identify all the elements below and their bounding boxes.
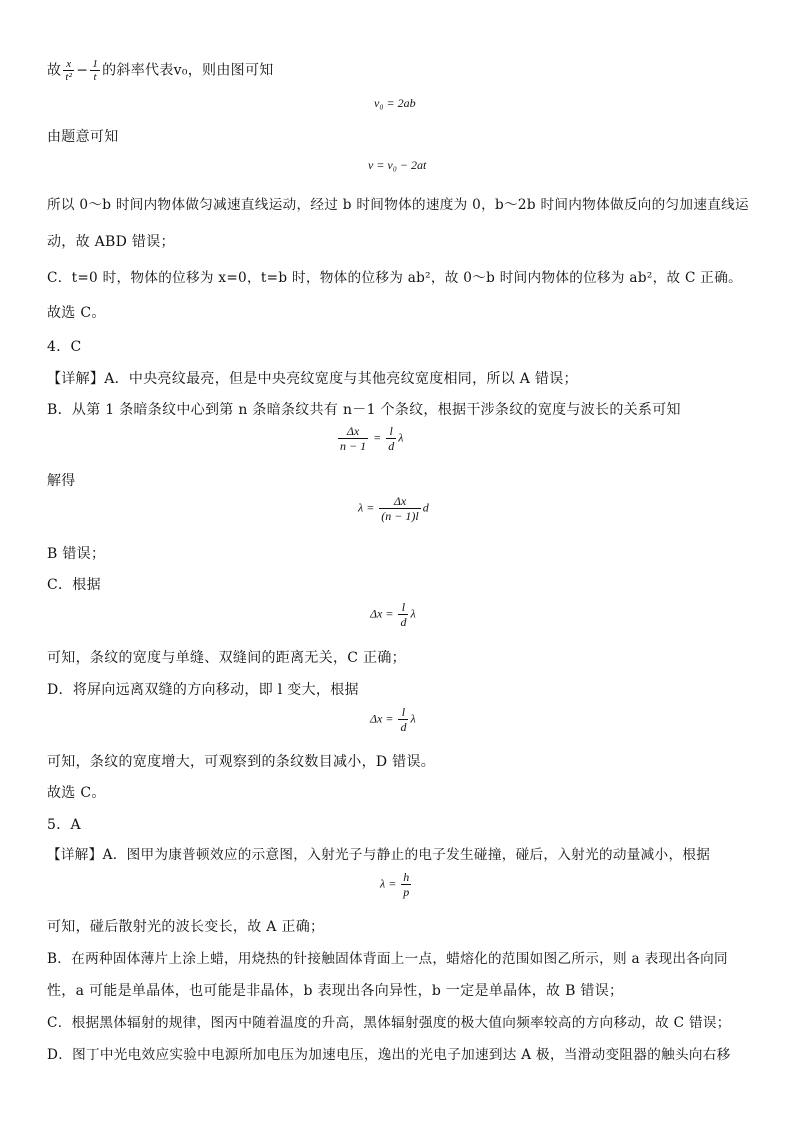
fraction-h-p — [401, 870, 411, 899]
denominator: n − 1 — [340, 439, 367, 453]
line-c-correct: C．t=0 时，物体的位移为 x=0，t=b 时，物体的位移为 ab²，故 0～b 时间内物体的位移为 ab²，故 C 正确。 — [47, 270, 742, 286]
fraction-x-t2 — [63, 58, 74, 83]
fraction-dx-n1l — [379, 494, 420, 523]
denominator: (n − 1)l — [381, 509, 419, 523]
fraction-dx-n1 — [338, 424, 368, 453]
answer-4: 4．C — [47, 339, 82, 355]
dx-eq: Δx = — [370, 606, 394, 621]
line-a-correct: 可知，碰后散射光的波长变长，故 A 正确； — [47, 919, 325, 935]
denominator: d — [400, 615, 407, 629]
denominator: d — [388, 439, 395, 453]
d: d — [422, 500, 429, 515]
line-d-wrong: 可知，条纹的宽度增大，可观察到的条纹数目减小，D 错误。 — [47, 754, 436, 770]
line-slope — [47, 58, 274, 83]
numerator: 1 — [92, 58, 99, 70]
lambda-eq: λ = — [380, 876, 397, 891]
equation-interference-ratio — [336, 424, 403, 453]
numerator: l — [398, 600, 408, 615]
line-detail-4a: 【详解】A．中央亮纹最亮，但是中央亮纹宽度与其他亮纹宽度相同，所以 A 错误； — [47, 371, 578, 387]
text: 的斜率代表v₀，则由图可知 — [102, 62, 274, 79]
equation-lambda — [358, 494, 429, 523]
answer-5: 5．A — [47, 817, 81, 833]
denominator: p — [403, 885, 410, 899]
numerator: Δx — [338, 424, 368, 439]
line-b-wrong: B 错误； — [47, 546, 106, 562]
line-d: D．将屏向远离双缝的方向移动，即 l 变大，根据 — [47, 682, 359, 698]
equation-dx-1 — [370, 600, 416, 629]
lambda: λ — [410, 711, 416, 726]
line-solve: 解得 — [47, 473, 76, 489]
lambda: λ — [398, 430, 404, 445]
numerator: l — [398, 705, 408, 720]
line-motion-analysis: 所以 0～b 时间内物体做匀减速直线运动，经过 b 时间物体的速度为 0，b～2b 时间内物体做反向的匀加速直线运 — [47, 197, 749, 213]
line-by-question: 由题意可知 — [47, 129, 119, 145]
numerator: h — [403, 870, 410, 884]
text: 故 — [47, 62, 62, 79]
line-c-according: C．根据 — [47, 577, 101, 593]
equation-v0: v₀ = 2ab — [374, 96, 416, 110]
equals: = — [373, 430, 382, 445]
line-b-crystal: 性，a 可能是单晶体，也可能是非晶体，b 表现出各向异性，b 一定是单晶体，故 B 错误； — [47, 983, 624, 999]
fraction-l-d — [386, 424, 396, 453]
line-4b: B．从第 1 条暗条纹中心到第 n 条暗条纹共有 n－1 个条纹，根据干涉条纹的宽度与波长的关系可知 — [47, 402, 681, 418]
minus: − — [76, 62, 89, 79]
denominator: t² — [65, 71, 73, 83]
lambda-eq: λ = — [358, 500, 375, 515]
denominator: d — [400, 720, 407, 734]
lambda: λ — [410, 606, 416, 621]
fraction-1-t — [90, 58, 100, 83]
fraction-l-d — [398, 600, 408, 629]
fraction-l-d — [398, 705, 408, 734]
line-b-wax: B．在两种固体薄片上涂上蜡，用烧热的针接触固体背面上一点，蜡熔化的范围如图乙所示，则 a 表现出各向同 — [47, 951, 728, 967]
dx-eq: Δx = — [370, 711, 394, 726]
numerator: Δx — [379, 494, 420, 509]
numerator: l — [386, 424, 396, 439]
denominator: t — [93, 71, 97, 83]
line-c-correct-2: 可知，条纹的宽度与单缝、双缝间的距离无关，C 正确； — [47, 650, 406, 666]
line-choose-c-2: 故选 C。 — [47, 785, 106, 801]
numerator: x — [63, 58, 74, 71]
equation-lambda-hp — [380, 870, 413, 899]
line-d-photoelectric: D．图丁中光电效应实验中电源所加电压为加速电压，逸出的光电子加速到达 A 极，当滑动变阻器的触头向右移 — [47, 1047, 731, 1063]
line-c-blackbody: C．根据黑体辐射的规律，图丙中随着温度的升高，黑体辐射强度的极大值向频率较高的方向移动，故 C 错误； — [47, 1015, 731, 1031]
equation-dx-2 — [370, 705, 416, 734]
line-choose-c-1: 故选 C。 — [47, 305, 106, 321]
line-abd-wrong: 动，故 ABD 错误； — [47, 234, 175, 250]
equation-v: v = v₀ − 2at — [368, 158, 427, 172]
line-detail-5a: 【详解】A．图甲为康普顿效应的示意图，入射光子与静止的电子发生碰撞，碰后，入射光的动量减小，根据 — [47, 847, 711, 863]
